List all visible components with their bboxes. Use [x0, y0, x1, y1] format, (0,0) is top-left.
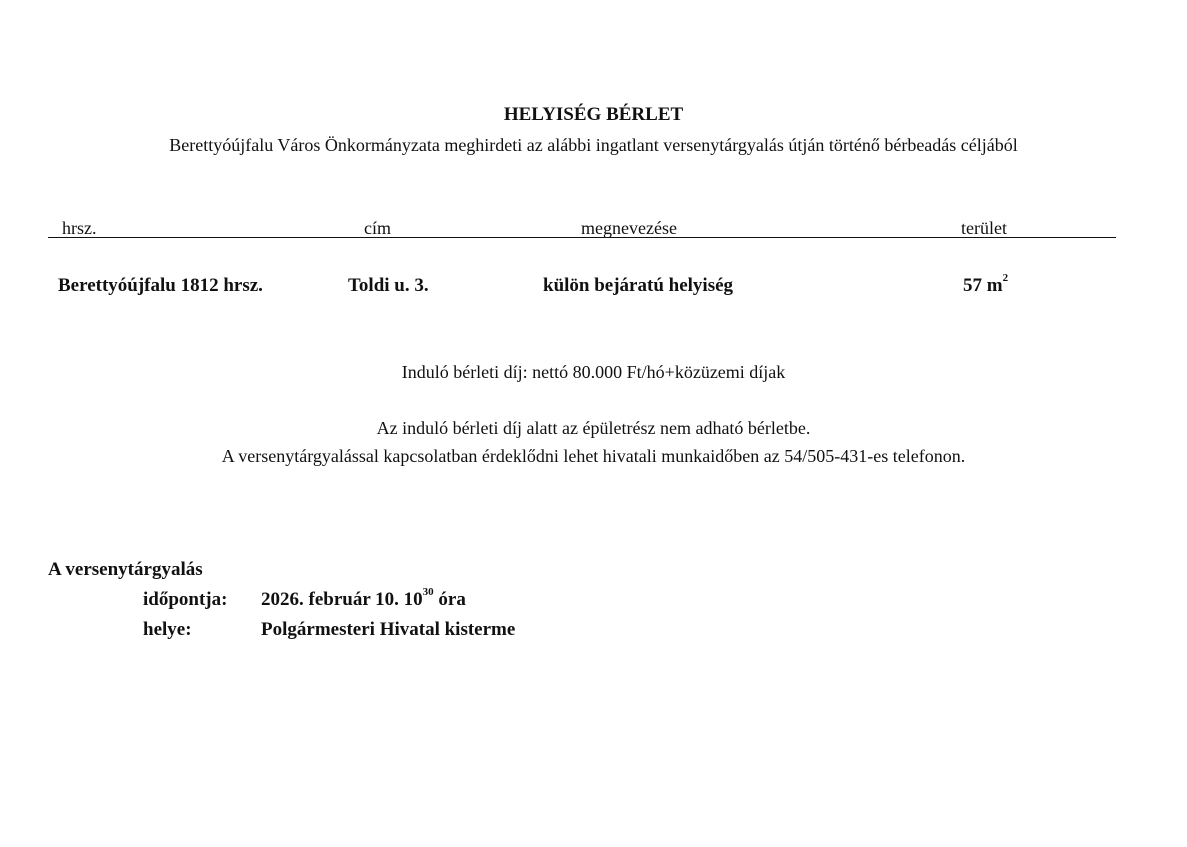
auction-place-value: Polgármesteri Hivatal kisterme: [261, 619, 516, 640]
cell-megnevezes: külön bejáratú helyiség: [543, 275, 734, 296]
auction-time-label: időpontja:: [143, 589, 228, 610]
cell-cim: Toldi u. 3.: [348, 275, 429, 296]
rent-line: Induló bérleti díj: nettó 80.000 Ft/hó+közüzemi díjak: [401, 362, 786, 382]
header-divider: [48, 237, 1116, 238]
column-header-megnevezese: megnevezése: [581, 218, 677, 238]
cell-hrsz: Berettyóújfalu 1812 hrsz.: [58, 275, 263, 296]
auction-heading: A versenytárgyalás: [48, 559, 203, 580]
column-header-hrsz: hrsz.: [62, 218, 97, 238]
terulet-unit-superscript: 2: [1002, 271, 1009, 284]
cell-terulet: [963, 271, 1009, 297]
auction-minutes-superscript: 30: [422, 585, 434, 598]
auction-date: 2026. február 10. 10: [261, 589, 423, 610]
info-line-1: Az induló bérleti díj alatt az épületrész nem adható bérletbe.: [376, 418, 811, 438]
terulet-value: 57 m: [963, 275, 1003, 296]
info-line-2: A versenytárgyalással kapcsolatban érdeklődni lehet hivatali munkaidőben az 54/505-431-es telefonon.: [221, 446, 966, 466]
document-subtitle: Berettyóújfalu Város Önkormányzata meghirdeti az alábbi ingatlant versenytárgyalás útján történő bérbeadás céljából: [169, 135, 1018, 155]
auction-time-value: [261, 585, 466, 611]
column-header-cim: cím: [364, 218, 391, 238]
auction-time-suffix: óra: [433, 589, 466, 610]
column-header-terulet: terület: [961, 218, 1007, 238]
auction-place-label: helye:: [143, 619, 192, 640]
document-title: HELYISÉG BÉRLET: [503, 104, 684, 125]
